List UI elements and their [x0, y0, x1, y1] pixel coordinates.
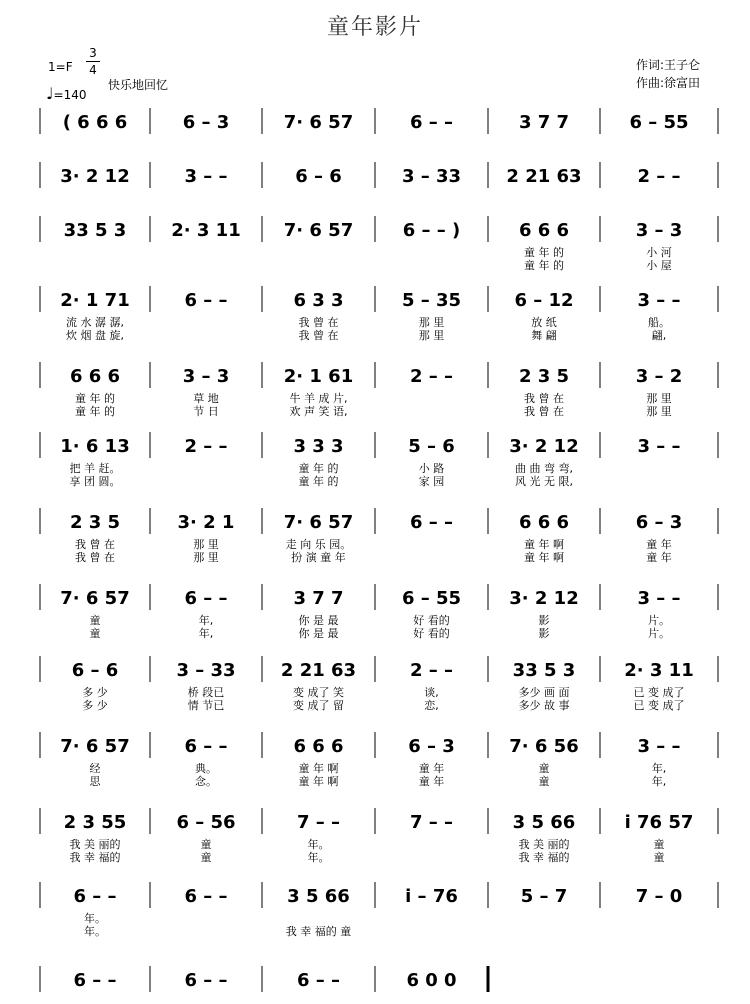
measure-notes: 33 5 3 — [512, 660, 576, 681]
lyric-text: 童 — [200, 838, 212, 851]
measure-notes: 6 – 12 — [514, 290, 574, 311]
lyric-text: 好 看的 — [413, 614, 450, 627]
lyric-text: 童 年 — [418, 762, 445, 775]
measure-notes: 6 – – — [184, 886, 228, 907]
lyric-text: 童 年 啊 — [524, 551, 564, 564]
measure-notes: 6 – 55 — [629, 112, 689, 133]
measure-notes: 6 – 3 — [182, 112, 230, 133]
measure-notes: 7· 6 57 — [283, 112, 354, 133]
measure-notes: 7· 6 56 — [509, 736, 579, 757]
lyric-text: 我 曾 在 — [75, 551, 115, 564]
lyric-text: 我 曾 在 — [75, 538, 115, 551]
measure-notes: 6 – – — [409, 512, 454, 533]
measure-notes: 6 – 55 — [401, 588, 462, 609]
lyric-text: 那 里 — [646, 405, 672, 418]
lyric-text: 那 里 — [646, 392, 672, 405]
lyric-text: 小 河 — [646, 246, 672, 259]
lyric-text: 年。 — [307, 851, 330, 864]
lyric-text: 童 年 的 — [298, 462, 339, 475]
measure-notes: 6 6 6 — [518, 220, 570, 241]
lyric-text: 把 羊 赶。 — [69, 462, 121, 475]
lyric-text: 童 — [89, 614, 101, 627]
measure-notes: 6 – – — [409, 112, 454, 133]
measure-notes: 6 – – — [184, 588, 228, 609]
measure-notes: 7 – – — [409, 812, 454, 833]
lyric-text: 童 年 — [646, 551, 672, 564]
lyric-text: 桥 段已 — [187, 686, 225, 699]
lyric-text: 我 曾 在 — [524, 405, 564, 418]
lyric-text: 欢 声 笑 语, — [289, 405, 348, 418]
composer-credit: 作曲:徐富田 — [635, 76, 700, 90]
lyric-text: 我 曾 在 — [298, 329, 339, 342]
lyric-text: 享 团 圆。 — [69, 475, 121, 488]
measure-notes: 3 3 3 — [293, 436, 344, 457]
measure-notes: 3 7 7 — [518, 112, 570, 133]
lyric-text: 年。 — [307, 838, 330, 851]
measure-notes: 3 – 33 — [176, 660, 236, 681]
lyric-text: 我 美 丽的 — [69, 838, 121, 851]
measure-notes: 3 – – — [637, 588, 681, 609]
lyric-text: 童 年 的 — [524, 246, 564, 259]
measure-notes: 6 6 6 — [69, 366, 121, 387]
lyric-text: 好 看的 — [413, 627, 450, 640]
measure-notes: 2 – – — [184, 436, 228, 457]
measure-notes: 3 – 2 — [635, 366, 683, 387]
lyric-text: 节 日 — [193, 405, 219, 418]
measure-notes: 1· 6 13 — [60, 436, 130, 457]
lyric-text: 草 地 — [193, 392, 219, 405]
lyric-text: 小 路 — [418, 462, 445, 475]
measure-notes: 2· 3 11 — [171, 220, 241, 241]
lyric-text: 恋, — [424, 699, 439, 712]
measure-notes: 6 6 6 — [518, 512, 570, 533]
lyric-text: 走 向 乐 园。 — [285, 538, 352, 551]
lyric-text: 多 少 — [82, 686, 108, 699]
measure-notes: 6 – – ) — [402, 220, 461, 241]
measure-notes: 2· 3 11 — [624, 660, 694, 681]
measure-notes: 6 – – — [73, 970, 117, 991]
lyric-text: 童 — [653, 851, 665, 864]
lyric-text: 童 年 — [646, 538, 672, 551]
measure-notes: 5 – 35 — [401, 290, 462, 311]
measure-notes: 7 – – — [296, 812, 341, 833]
lyric-text: 家 园 — [418, 475, 445, 488]
expression-marking: 快乐地回忆 — [108, 78, 169, 92]
lyric-text: 年, — [651, 762, 667, 775]
lyric-text: 年。 — [84, 925, 106, 938]
lyric-text: 船。 — [648, 316, 670, 329]
lyric-text: 那 里 — [193, 551, 219, 564]
measure-notes: 3 5 66 — [287, 886, 350, 907]
measure-notes: 2 21 63 — [506, 166, 582, 187]
measure-notes: 6 – 6 — [71, 660, 119, 681]
measure-notes: 2 3 5 — [518, 366, 570, 387]
measure-notes: 6 – 3 — [408, 736, 455, 757]
measure-notes: ( 6 6 6 — [62, 112, 128, 133]
lyric-text: 你 是 最 — [298, 627, 339, 640]
lyric-text: 童 年 的 — [75, 392, 115, 405]
lyric-text: 放 纸 — [531, 316, 557, 329]
lyric-text: 小 屋 — [646, 259, 672, 272]
measure-notes: 6 – – — [73, 886, 117, 907]
lyric-text: 舞 翩 — [531, 329, 557, 342]
measure-notes: 2· 1 71 — [60, 290, 130, 311]
measure-notes: 2 3 5 — [69, 512, 121, 533]
lyric-text: 童 年 啊 — [298, 775, 339, 788]
lyric-text: 童 — [538, 775, 550, 788]
lyric-text: 我 幸 福的 童 — [285, 925, 352, 938]
lyric-text: 你 是 最 — [298, 614, 339, 627]
lyric-text: 童 — [538, 762, 550, 775]
meter-denominator: 4 — [89, 63, 97, 77]
lyric-text: 炊 烟 盘 旋, — [66, 329, 124, 342]
measure-notes: 7 – 0 — [635, 886, 683, 907]
tempo-value: =140 — [53, 88, 87, 102]
measure-notes: 3 5 66 — [512, 812, 576, 833]
lyric-text: 片。 — [648, 614, 670, 627]
measure-notes: i – 76 — [405, 886, 458, 907]
lyric-text: 童 — [653, 838, 665, 851]
measure-notes: 3 7 7 — [293, 588, 344, 609]
lyric-text: 变 成了 笑 — [293, 686, 344, 699]
measure-notes: 3· 2 1 — [177, 512, 235, 533]
lyric-text: 童 年 的 — [298, 475, 339, 488]
measure-notes: 7· 6 57 — [283, 512, 354, 533]
lyric-text: 多 少 — [82, 699, 108, 712]
measure-notes: 2 – – — [409, 660, 454, 681]
measure-notes: 3· 2 12 — [60, 166, 130, 187]
measure-notes: 5 – 7 — [520, 886, 568, 907]
lyric-text: 谈, — [424, 686, 439, 699]
measure-notes: 3· 2 12 — [509, 588, 579, 609]
lyric-text: 那 里 — [418, 329, 445, 342]
measure-notes: 6 – – — [184, 736, 228, 757]
lyric-text: 童 — [89, 627, 101, 640]
measure-notes: 2· 1 61 — [283, 366, 354, 387]
lyric-text: 已 变 成了 — [633, 699, 685, 712]
measure-notes: 2 – – — [637, 166, 681, 187]
measure-notes: 33 5 3 — [63, 220, 127, 241]
measure-notes: 6 – – — [184, 290, 228, 311]
measure-notes: 6 – 56 — [176, 812, 236, 833]
lyric-text: 已 变 成了 — [633, 686, 685, 699]
measure-notes: 3 – 33 — [401, 166, 462, 187]
measure-notes: 3 – – — [637, 290, 681, 311]
measure-notes: 6 – – — [184, 970, 228, 991]
lyric-text: 我 幸 福的 — [69, 851, 121, 864]
lyric-text: 年, — [198, 627, 214, 640]
lyric-text: 风 光 无 限, — [515, 475, 573, 488]
measure-notes: 6 – 3 — [635, 512, 683, 533]
measure-notes: 7· 6 57 — [60, 588, 130, 609]
lyric-text: 变 成了 留 — [293, 699, 344, 712]
lyric-text: 思 — [89, 775, 101, 788]
lyric-text: 翩, — [651, 329, 667, 342]
lyric-text: 我 曾 在 — [298, 316, 339, 329]
lyric-text: 那 里 — [418, 316, 445, 329]
lyric-text: 童 年 — [418, 775, 445, 788]
measure-notes: 2 21 63 — [280, 660, 357, 681]
measure-notes: 6 6 6 — [293, 736, 344, 757]
lyric-text: 我 曾 在 — [524, 392, 564, 405]
lyricist-credit: 作词:王子仑 — [635, 58, 700, 72]
measure-notes: 7· 6 57 — [283, 220, 354, 241]
measure-notes: 6 0 0 — [406, 970, 457, 991]
measure-notes: 7· 6 57 — [60, 736, 130, 757]
lyric-text: 童 — [200, 851, 212, 864]
lyric-text: 童 年 啊 — [524, 538, 564, 551]
lyric-text: 流 水 潺 潺, — [66, 316, 124, 329]
lyric-text: 扮 演 童 年 — [291, 551, 346, 564]
lyric-text: 那 里 — [193, 538, 219, 551]
lyric-text: 年, — [198, 614, 214, 627]
measure-notes: 3 – – — [184, 166, 228, 187]
measure-notes: 3 – – — [637, 436, 681, 457]
measure-notes: 3 – 3 — [182, 366, 230, 387]
measure-notes: 3· 2 12 — [509, 436, 579, 457]
lyric-text: 典。 — [195, 762, 217, 775]
measure-notes: 6 3 3 — [293, 290, 344, 311]
lyric-text: 年, — [651, 775, 667, 788]
lyric-text: 经 — [89, 762, 101, 775]
measure-notes: 6 – 6 — [295, 166, 342, 187]
measure-notes: 6 – – — [296, 970, 341, 991]
lyric-text: 片。 — [648, 627, 670, 640]
lyric-text: 童 年 啊 — [298, 762, 339, 775]
measure-notes: 5 – 6 — [408, 436, 455, 457]
lyric-text: 年。 — [84, 912, 106, 925]
measure-notes: 2 – – — [409, 366, 454, 387]
measure-notes: 2 3 55 — [63, 812, 127, 833]
measure-notes: 3 – – — [637, 736, 681, 757]
lyric-text: 童 年 的 — [524, 259, 564, 272]
quarter-note-icon: ♩ — [46, 84, 54, 103]
lyric-text: 影 — [538, 627, 550, 640]
measure-notes: 3 – 3 — [635, 220, 683, 241]
song-title: 童年影片 — [326, 15, 423, 40]
key-signature: 1=F — [48, 60, 73, 74]
lyric-text: 念。 — [195, 775, 217, 788]
measure-notes: i 76 57 — [624, 812, 694, 833]
lyric-text: 多少 故 事 — [518, 699, 570, 712]
meter-numerator: 3 — [89, 46, 97, 60]
lyric-text: 情 节已 — [187, 699, 225, 712]
lyric-text: 我 幸 福的 — [518, 851, 570, 864]
lyric-text: 我 美 丽的 — [518, 838, 570, 851]
lyric-text: 童 年 的 — [75, 405, 115, 418]
lyric-text: 牛 羊 成 片, — [289, 392, 348, 405]
lyric-text: 多少 画 面 — [518, 686, 570, 699]
lyric-text: 曲 曲 弯 弯, — [515, 462, 573, 475]
lyric-text: 影 — [538, 614, 550, 627]
